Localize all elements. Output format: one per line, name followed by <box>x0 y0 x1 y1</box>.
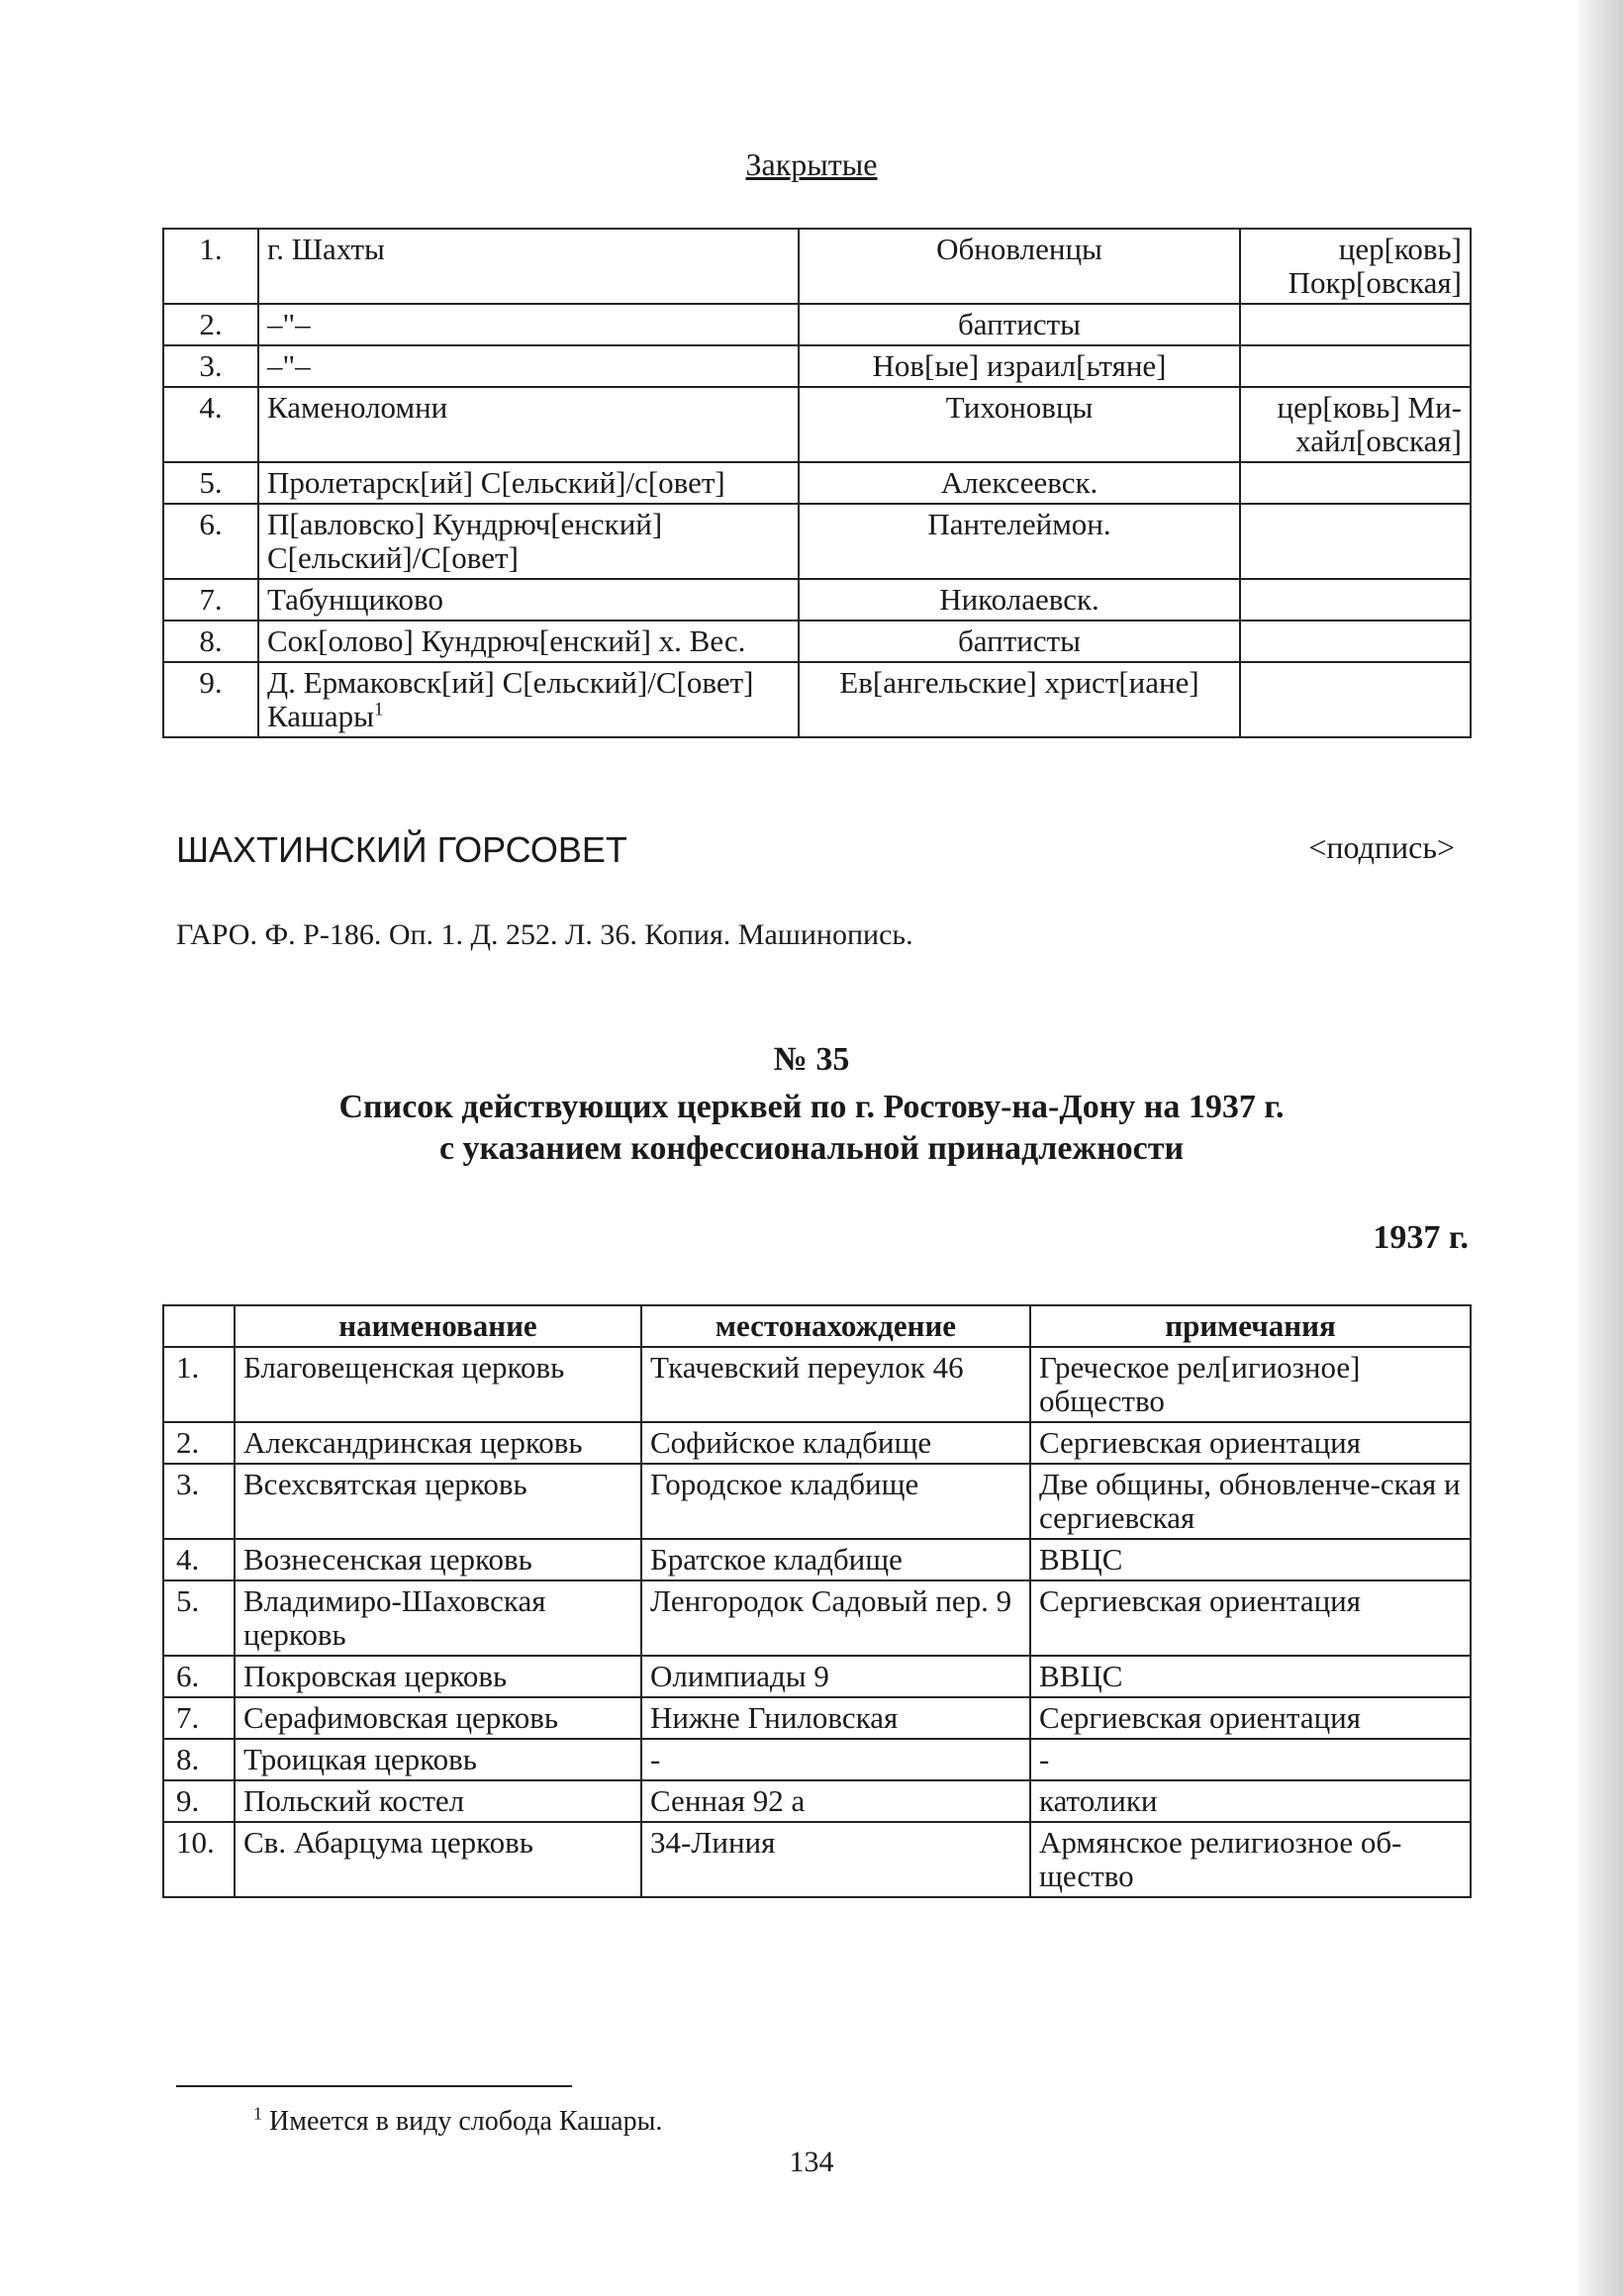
closed-churches-table <box>162 228 1472 738</box>
row-group: Николаевск. <box>799 579 1240 621</box>
footnote-divider <box>176 2085 572 2087</box>
row-number: 1. <box>163 229 258 304</box>
header-location: местонахождение <box>641 1305 1030 1347</box>
row-group: Ев[ангельские] христ[иане] <box>799 662 1240 737</box>
row-church: цер[ковь] Покр[овская] <box>1240 229 1471 304</box>
row-group: баптисты <box>799 304 1240 345</box>
row-location: Сенная 92 а <box>641 1780 1030 1822</box>
row-number: 5. <box>163 1580 235 1656</box>
row-location: Нижне Гниловская <box>641 1697 1030 1739</box>
table-row <box>163 1347 1471 1422</box>
row-name: Владимиро-Шаховская церковь <box>235 1580 641 1656</box>
row-location: Софийское кладбище <box>641 1422 1030 1464</box>
place-text: Сок[олово] Кундрюч[енский] х. Вес. <box>267 623 746 658</box>
row-number: 3. <box>163 1464 235 1539</box>
row-group: Обновленцы <box>799 229 1240 304</box>
row-note: Греческое рел[игиозное] общество <box>1030 1347 1471 1422</box>
table-row <box>163 387 1471 462</box>
row-name: Александринская церковь <box>235 1422 641 1464</box>
row-group: Пантелеймон. <box>799 504 1240 579</box>
row-location: 34-Линия <box>641 1822 1030 1897</box>
row-number: 4. <box>163 1539 235 1580</box>
header-name: наименование <box>235 1305 641 1347</box>
row-number: 4. <box>163 387 258 462</box>
row-number: 9. <box>163 1780 235 1822</box>
row-name: Польский костел <box>235 1780 641 1822</box>
place-text: –"– <box>267 307 311 341</box>
place-text: г. Шахты <box>267 232 385 266</box>
table-row <box>163 1539 1471 1580</box>
row-number: 2. <box>163 1422 235 1464</box>
table-row <box>163 1822 1471 1897</box>
row-location: Олимпиады 9 <box>641 1656 1030 1697</box>
row-church: цер[ковь] Ми-хайл[овская] <box>1240 387 1471 462</box>
row-number: 8. <box>163 621 258 662</box>
place-text: Д. Ермаковск[ий] С[ельский]/С[овет] Кашары <box>267 665 754 733</box>
page-number: 134 <box>789 2146 834 2178</box>
row-name: Троицкая церковь <box>235 1739 641 1780</box>
place-text: –"– <box>267 348 311 383</box>
row-note: ВВЦС <box>1030 1539 1471 1580</box>
footnote-text: Имеется в виду слобода Кашары. <box>269 2106 663 2137</box>
row-note: Сергиевская ориентация <box>1030 1697 1471 1739</box>
row-church <box>1240 662 1471 737</box>
row-name: Св. Абарцума церковь <box>235 1822 641 1897</box>
row-group: баптисты <box>799 621 1240 662</box>
row-place <box>258 345 799 387</box>
row-church <box>1240 345 1471 387</box>
row-note: ВВЦС <box>1030 1656 1471 1697</box>
row-location: Городское кладбище <box>641 1464 1030 1539</box>
row-note: Две общины, обновленче-ская и сергиевская <box>1030 1464 1471 1539</box>
row-number: 3. <box>163 345 258 387</box>
row-place <box>258 621 799 662</box>
row-place <box>258 229 799 304</box>
footnote-mark: 1 <box>253 2103 262 2124</box>
row-number: 7. <box>163 1697 235 1739</box>
row-note: Сергиевская ориентация <box>1030 1422 1471 1464</box>
table-row <box>163 504 1471 579</box>
document-year: 1937 г. <box>1373 1219 1469 1256</box>
table-row <box>163 1464 1471 1539</box>
row-note: католики <box>1030 1780 1471 1822</box>
row-church <box>1240 504 1471 579</box>
place-text: П[авловско] Кундрюч[енский] С[ельский]/С[овет] <box>267 507 663 575</box>
row-church <box>1240 579 1471 621</box>
row-place <box>258 504 799 579</box>
document-title-line-1: Список действующих церквей по г. Ростову-на-Дону на 1937 г. <box>338 1089 1285 1125</box>
row-name: Всехсвятская церковь <box>235 1464 641 1539</box>
row-name: Благовещенская церковь <box>235 1347 641 1422</box>
row-church <box>1240 462 1471 504</box>
row-number: 9. <box>163 662 258 737</box>
active-churches-table <box>162 1304 1472 1898</box>
table-row <box>163 1780 1471 1822</box>
row-place <box>258 387 799 462</box>
table-row <box>163 1697 1471 1739</box>
row-group: Нов[ые] израил[ьтяне] <box>799 345 1240 387</box>
table-row <box>163 1580 1471 1656</box>
header-number <box>163 1305 235 1347</box>
table-row <box>163 462 1471 504</box>
table-row <box>163 621 1471 662</box>
document-title <box>0 1087 1623 1170</box>
row-place <box>258 462 799 504</box>
row-name: Вознесенская церковь <box>235 1539 641 1580</box>
row-number: 2. <box>163 304 258 345</box>
row-group: Алексеевск. <box>799 462 1240 504</box>
row-place <box>258 662 799 737</box>
row-location: Братское кладбище <box>641 1539 1030 1580</box>
table-row <box>163 304 1471 345</box>
council-name: ШАХТИНСКИЙ ГОРСОВЕТ <box>176 829 627 870</box>
row-number: 8. <box>163 1739 235 1780</box>
header-notes: примечания <box>1030 1305 1471 1347</box>
table-row <box>163 662 1471 737</box>
row-place <box>258 579 799 621</box>
row-number: 1. <box>163 1347 235 1422</box>
row-number: 10. <box>163 1822 235 1897</box>
row-number: 6. <box>163 504 258 579</box>
table-header-row <box>163 1305 1471 1347</box>
table-row <box>163 229 1471 304</box>
footnote-ref: 1 <box>374 699 384 720</box>
place-text: Пролетарск[ий] С[ельский]/с[овет] <box>267 465 725 500</box>
row-number: 7. <box>163 579 258 621</box>
row-name: Серафимовская церковь <box>235 1697 641 1739</box>
row-church <box>1240 304 1471 345</box>
signature-note: <подпись> <box>1308 829 1455 865</box>
row-place <box>258 304 799 345</box>
document-number: № 35 <box>773 1041 850 1078</box>
row-church <box>1240 621 1471 662</box>
closed-heading: Закрытые <box>745 146 878 182</box>
place-text: Каменоломни <box>267 390 448 425</box>
table-row <box>163 345 1471 387</box>
row-location: - <box>641 1739 1030 1780</box>
document-title-line-2: с указанием конфессиональной принадлежности <box>438 1130 1185 1167</box>
row-number: 6. <box>163 1656 235 1697</box>
row-note: - <box>1030 1739 1471 1780</box>
row-group: Тихоновцы <box>799 387 1240 462</box>
footnote <box>253 2103 663 2138</box>
row-name: Покровская церковь <box>235 1656 641 1697</box>
table-row <box>163 1656 1471 1697</box>
row-note: Армянское религиозное об-щество <box>1030 1822 1471 1897</box>
table-row <box>163 1422 1471 1464</box>
place-text: Табунщиково <box>267 582 443 617</box>
row-location: Ленгородок Садовый пер. 9 <box>641 1580 1030 1656</box>
row-number: 5. <box>163 462 258 504</box>
row-note: Сергиевская ориентация <box>1030 1580 1471 1656</box>
table-row <box>163 1739 1471 1780</box>
archive-source: ГАРО. Ф. Р-186. Оп. 1. Д. 252. Л. 36. Копия. Машинопись. <box>176 918 913 951</box>
table-row <box>163 579 1471 621</box>
row-location: Ткачевский переулок 46 <box>641 1347 1030 1422</box>
